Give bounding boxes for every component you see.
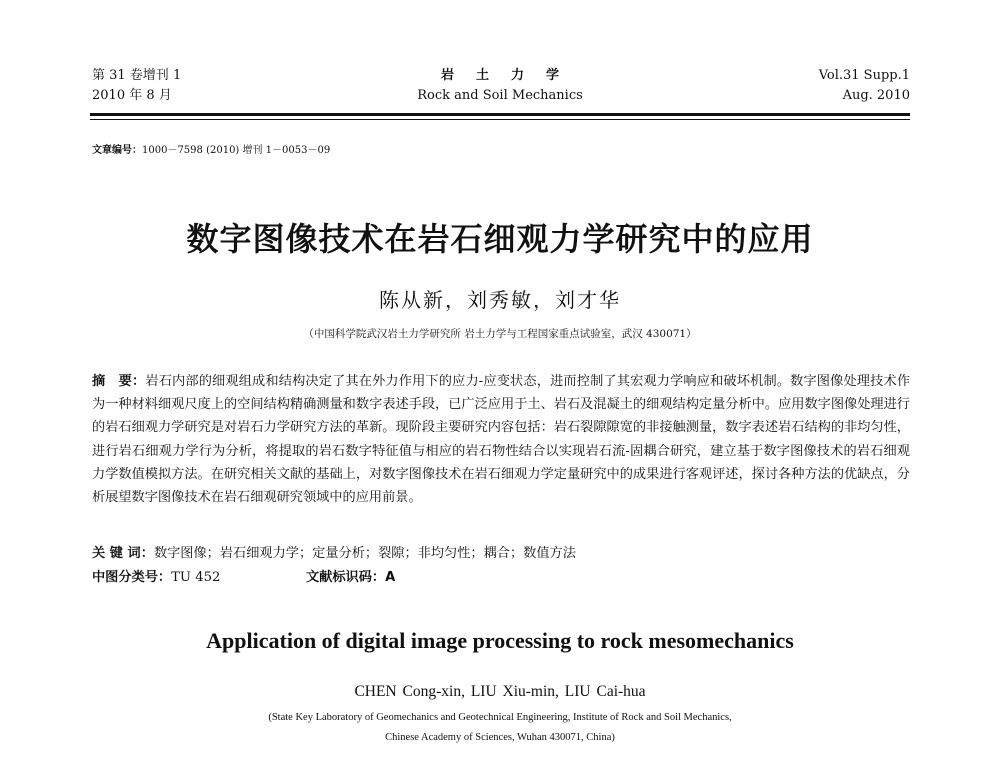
header-rule-thin bbox=[90, 119, 910, 120]
journal-name bbox=[380, 66, 620, 106]
volume-line-en: Vol.31 Supp.1 bbox=[818, 68, 910, 83]
affiliation-en-line1: (State Key Laboratory of Geomechanics and Geotechnical Engineering, Institute of Rock and Soil Mechanics, bbox=[268, 712, 732, 723]
article-number-value: 1000－7598 (2010) 增刊 1－0053－09 bbox=[142, 145, 331, 156]
abstract-text: 岩石内部的细观组成和结构决定了其在外力作用下的应力-应变状态，进而控制了其宏观力学响应和破坏机制。数字图像处理技术作为一种材料细观尺度上的空间结构精确测量和数字表述手段，已广泛应用于土、岩石及混凝土的细观结构定量分析中。应用数字图像处理进行的岩石细观力学研究是对岩石力学研究方法的革新。现阶段主要研究内容包括：岩石裂隙隙宽的非接触测量，数字表述岩石结构的非均匀性，进行岩石细观力学行为分析，将提取的岩石数字特征值与相应的岩石物性结合以实现岩石流-固耦合研究，建立基于数字图像技术的岩石细观力学数值模拟方法。在研究相关文献的基础上，对数字图像技术在岩石细观力学定量研究中的成果进行客观评述，探讨各种方法的优缺点，分析展望数字图像技术在岩石细观研究领域中的应用前景。 bbox=[92, 374, 911, 506]
journal-issue-en bbox=[819, 66, 910, 106]
keywords-text: 数字图像；岩石细观力学；定量分析；裂隙；非均匀性；耦合；数值方法 bbox=[153, 546, 576, 561]
paper-title-en: Application of digital image processing to rock mesomechanics bbox=[206, 628, 794, 653]
article-number-label: 文章编号： bbox=[92, 145, 142, 156]
date-line-en: Aug. 2010 bbox=[842, 88, 910, 103]
document-code bbox=[306, 566, 395, 585]
document-code-label: 文献标识码： bbox=[306, 570, 386, 585]
classification-line bbox=[92, 566, 910, 585]
affiliation-en bbox=[0, 708, 1000, 748]
authors-en: CHEN Cong-xin, LIU Xiu-min, LIU Cai-hua bbox=[354, 683, 646, 700]
affiliation-cn: （中国科学院武汉岩土力学研究所 岩土力学与工程国家重点试验室，武汉 430071） bbox=[303, 328, 697, 340]
journal-title-en: Rock and Soil Mechanics bbox=[417, 88, 583, 103]
volume-line-cn: 第 31 卷增刊 1 bbox=[92, 68, 182, 83]
abstract-label: 摘 要： bbox=[92, 374, 146, 389]
keywords-cn bbox=[92, 542, 910, 561]
date-line-cn: 2010 年 8 月 bbox=[92, 88, 172, 103]
article-number bbox=[92, 141, 330, 156]
journal-issue-cn bbox=[92, 66, 181, 106]
authors-cn: 陈从新，刘秀敏，刘才华 bbox=[379, 288, 621, 312]
abstract-cn bbox=[92, 370, 910, 509]
header-rule-thick bbox=[90, 113, 910, 116]
journal-title-cn: 岩土力学 bbox=[440, 68, 581, 83]
affiliation-en-line2: Chinese Academy of Sciences, Wuhan 430071, China) bbox=[385, 732, 615, 743]
clc-label: 中图分类号： bbox=[92, 570, 172, 585]
clc-value: TU 452 bbox=[171, 570, 221, 585]
keywords-label: 关 键 词： bbox=[92, 546, 154, 561]
document-code-value: A bbox=[385, 570, 396, 585]
paper-title-cn: 数字图像技术在岩石细观力学研究中的应用 bbox=[186, 220, 814, 258]
